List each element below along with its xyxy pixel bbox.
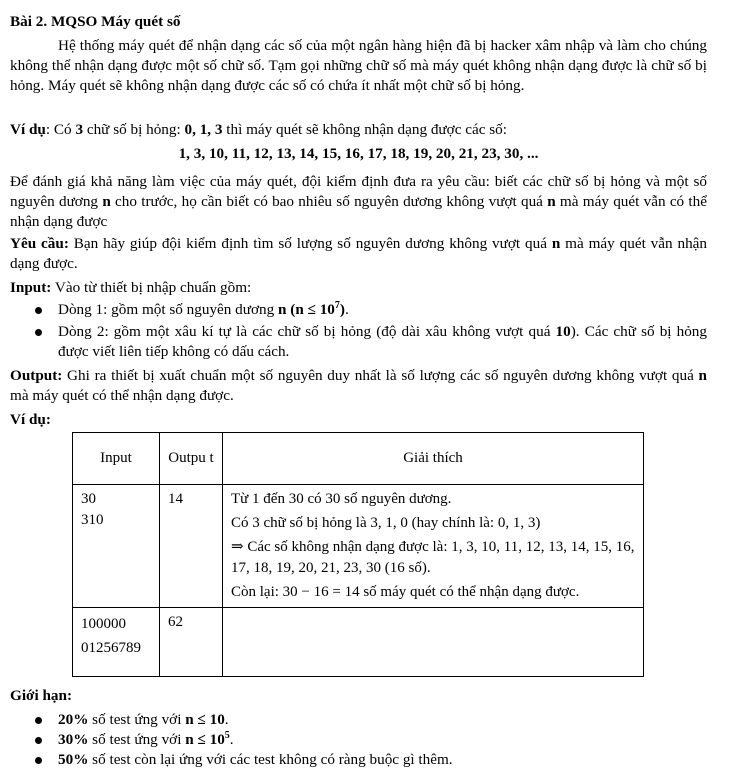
limit-end: . xyxy=(224,711,229,728)
requirement-label: Yêu cầu: xyxy=(10,235,69,252)
var-n: n xyxy=(278,301,287,318)
output-label: Output: xyxy=(10,367,63,384)
input-line-2-text-1: Dòng 2: gồm một xâu kí tự là các chữ số bị hỏng (độ dài xâu không vượt quá xyxy=(58,323,556,340)
requirement-paragraph xyxy=(10,234,707,274)
explanation-line: Từ 1 đến 30 có 30 số nguyên dương. xyxy=(231,491,452,507)
limit-item xyxy=(10,730,707,750)
assessment-text-2: cho trước, họ cần biết có bao nhiêu số nguyên dương không vượt quá xyxy=(110,193,548,210)
problem-title xyxy=(10,12,707,32)
row-2-explanation xyxy=(223,608,644,677)
header-output: Outpu t xyxy=(160,433,223,485)
table-row xyxy=(73,608,644,677)
row-1-output: 14 xyxy=(160,485,223,608)
var-n: n xyxy=(102,193,111,210)
limit-condition-exponent: 5 xyxy=(224,729,230,741)
output-text-2: mà máy quét có thể nhận dạng được. xyxy=(10,387,234,404)
limit-condition xyxy=(185,731,230,748)
limit-percent: 20% xyxy=(58,711,89,728)
explanation-line: Còn lại: 30 − 16 = 14 số máy quét có thể nhận dạng được. xyxy=(231,584,580,600)
var-n: n xyxy=(547,193,556,210)
input-lines xyxy=(10,300,707,362)
var-n: n xyxy=(698,367,707,384)
assessment-text-1: Để đánh giá khả năng làm việc của máy quét, đội kiểm định đưa ra yêu cầu: biết các chữ số bị hỏng và một số nguyên dương xyxy=(10,173,707,210)
limit-condition-base: n ≤ 10 xyxy=(185,731,225,748)
example-number-list-text: 1, 3, 10, 11, 12, 13, 14, 15, 16, 17, 18, 19, 20, 21, 23, 30, ... xyxy=(178,145,539,162)
limit-percent: 30% xyxy=(58,731,89,748)
output-paragraph xyxy=(10,366,707,406)
example-heading-text: Ví dụ: xyxy=(10,411,51,428)
limit-text: số test ứng với xyxy=(88,731,186,748)
limit-item xyxy=(10,710,707,730)
problem-name: MQSO Máy quét số xyxy=(50,13,181,30)
table-row xyxy=(73,485,644,608)
example-text-3: thì máy quét sẽ không nhận dạng được các số: xyxy=(222,121,507,138)
n-constraint-exponent: 7 xyxy=(334,299,340,311)
example-text-2: chữ số bị hỏng: xyxy=(83,121,185,138)
example-heading xyxy=(10,410,707,430)
example-number-list xyxy=(10,144,707,164)
row-2-output: 62 xyxy=(160,608,223,677)
n-constraint-base: (n ≤ 10 xyxy=(290,301,335,318)
input-heading xyxy=(10,278,707,298)
problem-number: Bài 2. xyxy=(10,13,48,30)
explanation-line: Có 3 chữ số bị hỏng là 3, 1, 0 (hay chính là: 0, 1, 3) xyxy=(231,515,541,531)
broken-count: 3 xyxy=(75,121,84,138)
output-text-1: Ghi ra thiết bị xuất chuẩn một số nguyên duy nhất là số lượng các số nguyên dương không vượt quá xyxy=(62,367,699,384)
input-line-2-text-2: ). Các chữ số bị hỏng được viết liên tiếp không có dấu cách. xyxy=(58,323,707,360)
limit-text: số test ứng với xyxy=(88,711,186,728)
intro-paragraph: Hệ thống máy quét để nhận dạng các số của một ngân hàng hiện đã bị hacker xâm nhập và làm cho chúng không thể nhận dạng được một số chữ số. Tạm gọi những chữ số mà máy quét không nhận dạng được là chữ số bị hỏng. Máy quét sẽ không nhận dạng được các số có chứa ít nhất một chữ số bị hỏng. xyxy=(10,37,707,94)
example-text-1: : Có xyxy=(45,121,76,138)
max-length: 10 xyxy=(555,323,571,340)
explanation-line: ⇒ Các số không nhận dạng được là: 1, 3, 10, 11, 12, 13, 14, 15, 16, 17, 18, 19, 20, 21, 23, 30 (16 số). xyxy=(231,539,635,576)
input-line-2 xyxy=(10,322,707,362)
assessment-paragraph xyxy=(10,172,707,232)
limits-list xyxy=(10,710,707,770)
row-2-input: 100000 01256789 xyxy=(73,608,160,677)
input-label: Input: xyxy=(10,279,52,296)
n-constraint xyxy=(290,301,345,318)
row-1-explanation xyxy=(223,485,644,608)
limits-label: Giới hạn: xyxy=(10,687,73,704)
input-line-1-text: Dòng 1: gồm một số nguyên dương xyxy=(58,301,279,318)
input-text: Vào từ thiết bị nhập chuẩn gồm: xyxy=(51,279,252,296)
n-constraint-close: ) xyxy=(339,301,345,318)
header-input: Input xyxy=(73,433,160,485)
table-header-row xyxy=(73,433,644,485)
example-table xyxy=(72,432,644,677)
assessment-text-3: mà máy quét vẫn có thể nhận dạng được xyxy=(10,193,707,230)
example-intro xyxy=(10,120,707,140)
limit-item xyxy=(10,750,707,770)
requirement-text-2: mà máy quét vẫn nhận dạng được. xyxy=(10,235,708,272)
row-1-input: 30 310 xyxy=(73,485,160,608)
limit-end: . xyxy=(229,731,234,748)
var-n: n xyxy=(551,235,561,252)
requirement-text-1: Bạn hãy giúp đội kiểm định tìm số lượng số nguyên dương không vượt quá xyxy=(68,235,552,252)
example-label: Ví dụ xyxy=(10,121,46,138)
input-line-1-end: . xyxy=(344,301,349,318)
broken-digits: 0, 1, 3 xyxy=(184,121,223,138)
limit-text: số test còn lại ứng với các test không có ràng buộc gì thêm. xyxy=(88,751,453,768)
input-line-1 xyxy=(10,300,707,320)
header-explanation: Giải thích xyxy=(223,433,644,485)
limits-heading xyxy=(10,686,707,706)
limit-percent: 50% xyxy=(58,751,89,768)
limit-condition: n ≤ 10 xyxy=(185,711,225,728)
